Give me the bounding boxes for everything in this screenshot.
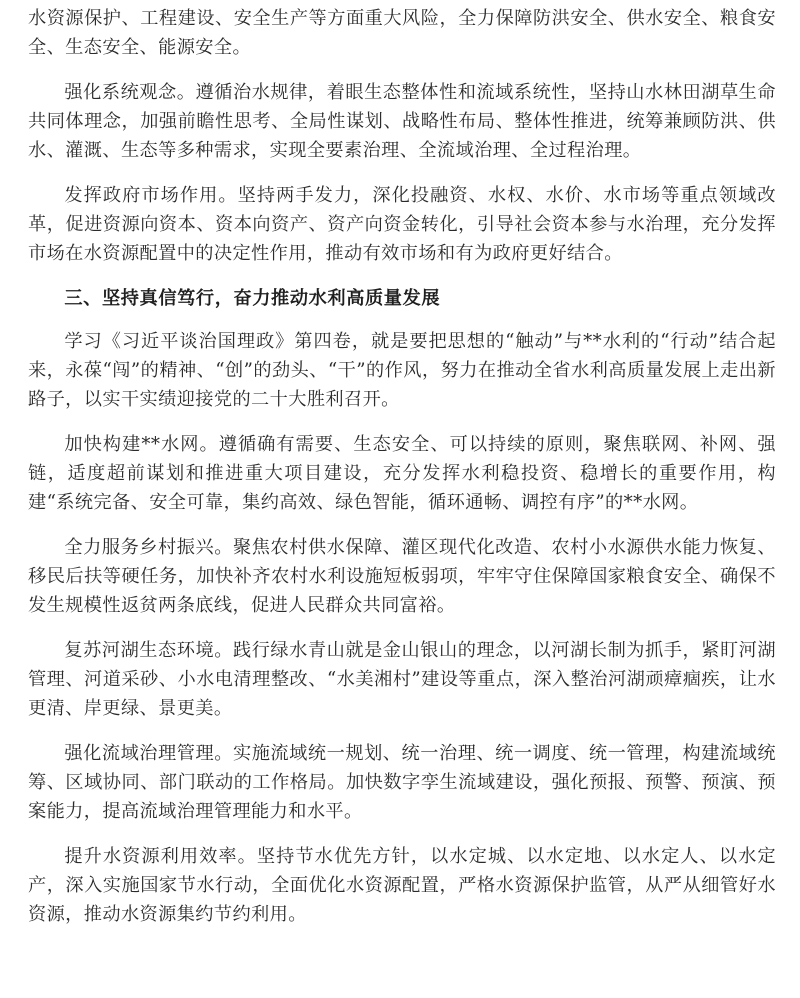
paragraph	[28, 181, 776, 268]
paragraph	[28, 739, 776, 826]
paragraph	[28, 636, 776, 723]
paragraph-text: 水资源保护、工程建设、安全生产等方面重大风险，全力保障防洪安全、供水安全、粮食安全、生态安全、能源安全。	[28, 8, 776, 58]
paragraph-text: 学习《习近平谈治国理政》第四卷，就是要把思想的“触动”与**水利的“行动”结合起来，永葆“闯”的精神、“创”的劲头、“干”的作风，努力在推动全省水利高质量发展上走出新路子，以实干实绩迎接党的二十大胜利召开。	[28, 331, 776, 410]
paragraph-text: 加快构建**水网。遵循确有需要、生态安全、可以持续的原则，聚焦联网、补网、强链，适度超前谋划和推进重大项目建设，充分发挥水利稳投资、稳增长的重要作用，构建“系统完备、安全可靠，集约高效、绿色智能，循环通畅、调控有序”的**水网。	[28, 434, 776, 513]
section-heading: 三、坚持真信笃行，奋力推动水利高质量发展	[64, 288, 441, 309]
document-body	[28, 0, 776, 945]
paragraph	[28, 327, 776, 414]
paragraph-text: 复苏河湖生态环境。践行绿水青山就是金山银山的理念，以河湖长制为抓手，紧盯河湖管理、河道采砂、小水电清理整改、“水美湘村”建设等重点，深入整治河湖顽瘴痼疾，让水更清、岸更绿、景更美。	[28, 640, 776, 719]
paragraph	[28, 430, 776, 517]
paragraph-text: 强化系统观念。遵循治水规律，着眼生态整体性和流域系统性，坚持山水林田湖草生命共同体理念，加强前瞻性思考、全局性谋划、战略性布局、整体性推进，统筹兼顾防洪、供水、灌溉、生态等多种需求，实现全要素治理、全流域治理、全过程治理。	[28, 82, 776, 161]
paragraph-text: 发挥政府市场作用。坚持两手发力，深化投融资、水权、水价、水市场等重点领域改革，促进资源向资本、资本向资产、资产向资金转化，引导社会资本参与水治理，充分发挥市场在水资源配置中的决定性作用，推动有效市场和有为政府更好结合。	[28, 185, 776, 264]
paragraph-text: 强化流域治理管理。实施流域统一规划、统一治理、统一调度、统一管理，构建流域统筹、区域协同、部门联动的工作格局。加快数字孪生流域建设，强化预报、预警、预演、预案能力，提高流域治理管理能力和水平。	[28, 743, 776, 822]
paragraph-text: 全力服务乡村振兴。聚焦农村供水保障、灌区现代化改造、农村小水源供水能力恢复、移民后扶等硬任务，加快补齐农村水利设施短板弱项，牢牢守住保障国家粮食安全、确保不发生规模性返贫两条底线，促进人民群众共同富裕。	[28, 537, 776, 616]
cut-off-line	[28, 0, 776, 4]
paragraph	[28, 842, 776, 929]
paragraph-fragment	[28, 0, 776, 62]
paragraph	[28, 533, 776, 620]
paragraph-text: 提升水资源利用效率。坚持节水优先方针，以水定城、以水定地、以水定人、以水定产，深入实施国家节水行动，全面优化水资源配置，严格水资源保护监管，从严从细管好水资源，推动水资源集约节约利用。	[28, 846, 776, 925]
paragraph	[28, 78, 776, 165]
